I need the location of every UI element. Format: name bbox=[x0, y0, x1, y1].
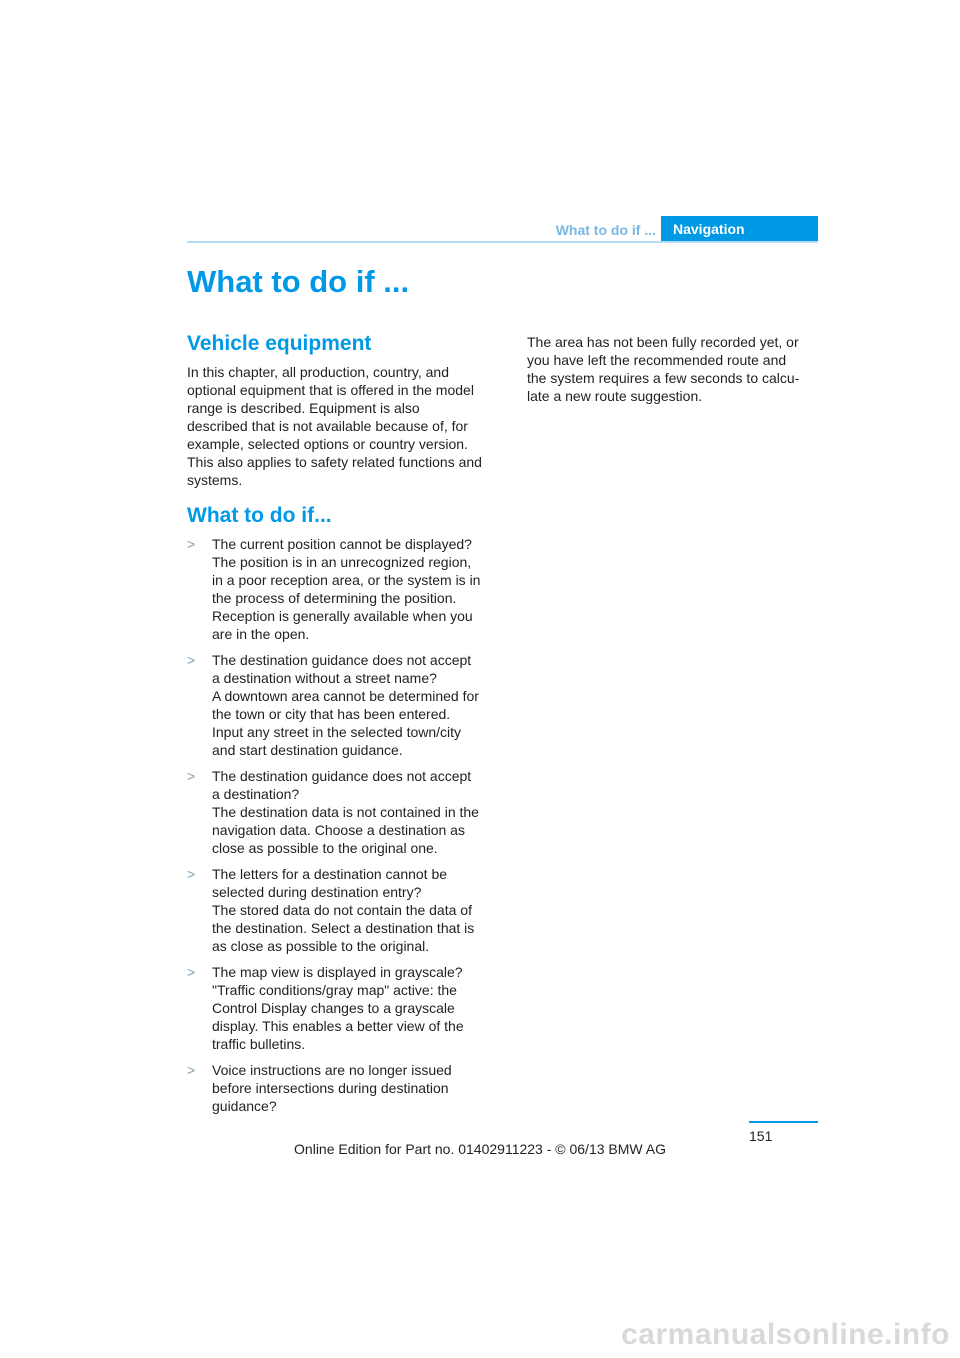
what-to-do-list bbox=[187, 535, 482, 1123]
list-item-question: The letters for a destination cannot be selected during destination entry? bbox=[212, 866, 448, 900]
page-title: What to do if ... bbox=[187, 264, 410, 299]
bullet-arrow-icon: > bbox=[187, 964, 196, 980]
list-item bbox=[187, 651, 482, 759]
bullet-arrow-icon: > bbox=[187, 536, 196, 552]
bullet-arrow-icon: > bbox=[187, 652, 196, 668]
footer-divider bbox=[749, 1121, 818, 1123]
bullet-arrow-icon: > bbox=[187, 1062, 196, 1078]
list-item-question: The destination guidance does not accept a destination without a street name? bbox=[212, 652, 472, 686]
page-number: 151 bbox=[749, 1128, 773, 1144]
list-item-question: The map view is displayed in grayscale? bbox=[212, 964, 463, 980]
list-item-question: Voice instructions are no longer issued before intersections during destination guidance? bbox=[212, 1062, 452, 1114]
header-section-title: What to do if ... bbox=[555, 222, 656, 238]
bullet-arrow-icon: > bbox=[187, 866, 196, 882]
list-item-answer: A downtown area cannot be determined for the town or city that has been entered. Input any street in the selected town/city and start destination guidance. bbox=[212, 688, 479, 758]
edition-notice: Online Edition for Part no. 01402911223 - © 06/13 BMW AG bbox=[294, 1141, 666, 1157]
header-divider bbox=[187, 241, 818, 243]
vehicle-equipment-text: In this chapter, all production, country, and optional equipment that is offered in the model range is described. Equipment is also described that is not available because of, for example, selected options or country version. This also applies to safety related functions and systems. bbox=[187, 364, 482, 488]
continuation-text: The area has not been fully recorded yet, or you have left the recommended route and the system requires a few seconds to calcu-late a new route suggestion. bbox=[527, 334, 800, 404]
list-item-question: The current position cannot be displayed? bbox=[212, 536, 472, 552]
list-item bbox=[187, 767, 482, 857]
list-item bbox=[187, 1061, 482, 1115]
list-item bbox=[187, 963, 482, 1053]
watermark: carmanualsonline.info bbox=[621, 1318, 950, 1351]
bullet-arrow-icon: > bbox=[187, 768, 196, 784]
list-item-answer: "Traffic conditions/gray map" active: the Control Display changes to a grayscale display. This enables a better view of the traffic bulletins. bbox=[212, 982, 464, 1052]
header-chapter-tab: Navigation bbox=[661, 216, 818, 242]
list-item bbox=[187, 865, 482, 955]
list-item-answer: The destination data is not contained in the navigation data. Choose a destination as close as possible to the original one. bbox=[212, 804, 479, 856]
list-item-answer: The stored data do not contain the data of the destination. Select a destination that is as close as possible to the original. bbox=[212, 902, 475, 954]
list-item-question: The destination guidance does not accept a destination? bbox=[212, 768, 472, 802]
list-item-answer: The position is in an unrecognized region, in a poor reception area, or the system is in the process of determining the position. Reception is generally available when you are in the open. bbox=[212, 554, 481, 642]
list-item bbox=[187, 535, 482, 643]
heading-what-to-do-if: What to do if... bbox=[187, 504, 332, 527]
heading-vehicle-equipment: Vehicle equipment bbox=[187, 332, 372, 355]
